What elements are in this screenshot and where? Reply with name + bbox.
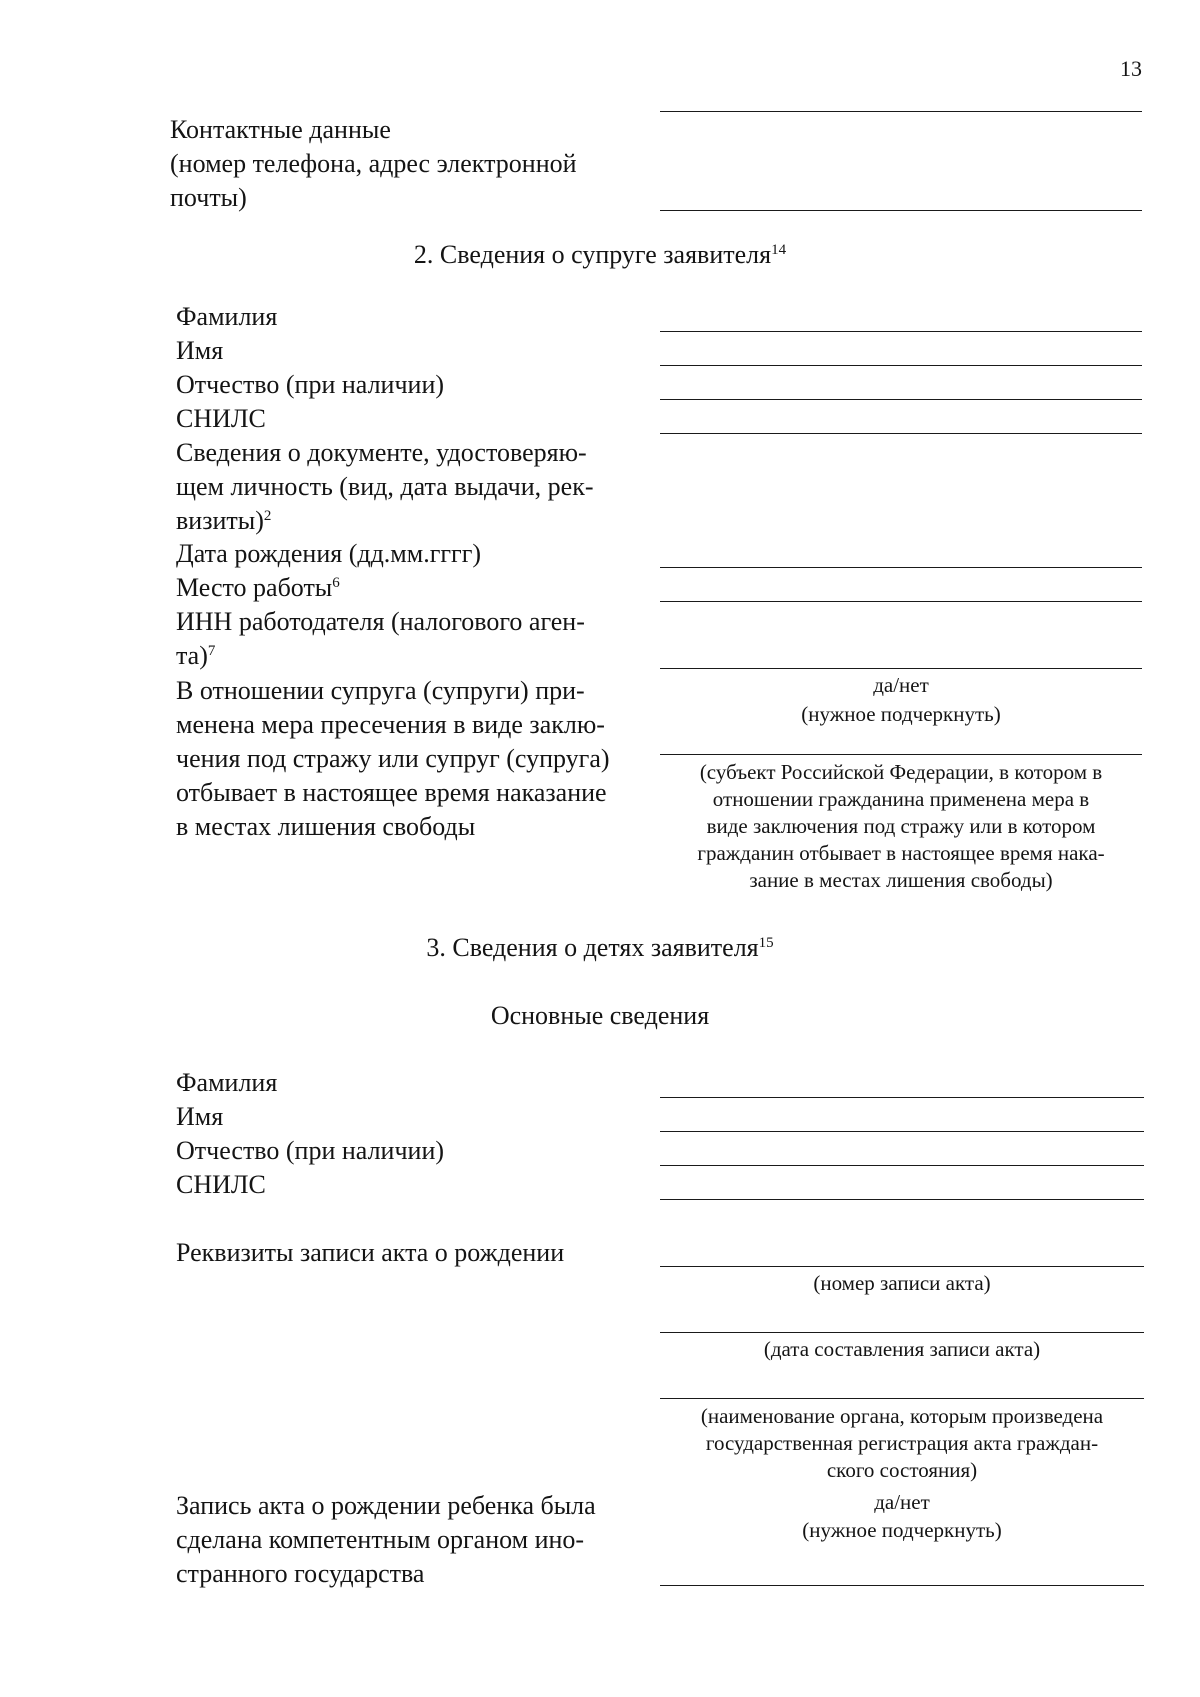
child-foreign-underline-hint: (нужное подчеркнуть)	[802, 1518, 1002, 1542]
child-birth-record-label: Реквизиты записи акта о рождении	[176, 1238, 565, 1267]
spouse-detention-underline-hint: (нужное подчеркнуть)	[801, 702, 1001, 726]
child-snils-field[interactable]	[660, 1199, 1144, 1200]
spouse-region-caption-line: зание в местах лишения свободы)	[749, 868, 1053, 892]
spouse-birth-date-field[interactable]	[660, 567, 1142, 568]
child-patronymic-field[interactable]	[660, 1165, 1144, 1166]
contact-label-line: почты)	[170, 183, 247, 212]
spouse-detention-line: менена мера пресечения в виде заклю-	[176, 710, 605, 739]
contact-label-line: Контактные данные	[170, 115, 391, 144]
child-authority-caption-line: (наименование органа, которым произведена	[700, 1404, 1104, 1428]
spouse-detention-label	[176, 674, 610, 844]
spouse-detention-line: отбывает в настоящее время наказание	[176, 778, 607, 807]
child-authority-caption-line: государственная регистрация акта граждан-	[705, 1431, 1099, 1455]
child-surname-field[interactable]	[660, 1097, 1144, 1098]
spouse-region-caption-line: виде заключения под стражу или в котором	[706, 814, 1096, 838]
spouse-region-caption-line: (субъект Российской Федерации, в котором в	[699, 760, 1103, 784]
child-name-field[interactable]	[660, 1131, 1144, 1132]
spouse-region-caption-line: отношении гражданина применена мера в	[712, 787, 1090, 811]
spouse-snils-field[interactable]	[660, 433, 1142, 434]
spouse-surname-field[interactable]	[660, 331, 1142, 332]
spouse-employer-inn-line: та)$^7$	[176, 641, 216, 670]
spouse-region-caption-line: гражданин отбывает в настоящее время нака-	[697, 841, 1105, 865]
spouse-id-doc-line: Сведения о документе, удостоверяю-	[176, 438, 587, 467]
child-foreign-yes-no[interactable]: да/нет	[874, 1490, 930, 1514]
contact-field-line-1[interactable]	[660, 111, 1142, 112]
child-foreign-record-label	[176, 1489, 596, 1591]
child-foreign-field[interactable]	[660, 1585, 1144, 1586]
section-2-title: 2. Сведения о супруге заявителя$^{14}$	[413, 240, 787, 269]
section-3-subtitle: Основные сведения	[490, 1001, 710, 1030]
child-record-date-caption: (дата составления записи акта)	[763, 1337, 1041, 1361]
contact-field-line-2[interactable]	[660, 210, 1142, 211]
child-record-number-caption: (номер записи акта)	[813, 1271, 991, 1295]
section-3-title: 3. Сведения о детях заявителя$^{15}$	[426, 933, 774, 962]
contact-label	[170, 113, 577, 215]
child-name-label: Имя	[176, 1102, 224, 1131]
spouse-region-field[interactable]	[660, 754, 1142, 755]
spouse-detention-yes-no[interactable]: да/нет	[873, 673, 929, 697]
contact-label-line: (номер телефона, адрес электронной	[170, 149, 577, 178]
spouse-name-label: Имя	[176, 336, 224, 365]
spouse-work-place-label: Место работы$^6$	[176, 573, 340, 602]
child-record-number-field[interactable]	[660, 1266, 1144, 1267]
child-authority-caption	[655, 1403, 1149, 1484]
spouse-employer-inn-label	[176, 605, 585, 673]
child-authority-caption-line: ского состояния)	[826, 1458, 978, 1482]
spouse-name-field[interactable]	[660, 365, 1142, 366]
spouse-detention-line: В отношении супруга (супруги) при-	[176, 676, 585, 705]
spouse-id-doc-line: щем личность (вид, дата выдачи, рек-	[176, 472, 594, 501]
spouse-work-place-field[interactable]	[660, 601, 1142, 602]
child-foreign-record-line: сделана компетентным органом ино-	[176, 1525, 585, 1554]
child-record-date-field[interactable]	[660, 1332, 1144, 1333]
spouse-employer-inn-line: ИНН работодателя (налогового аген-	[176, 607, 585, 636]
spouse-snils-label: СНИЛС	[176, 404, 266, 433]
child-foreign-record-line: Запись акта о рождении ребенка была	[176, 1491, 596, 1520]
child-patronymic-label: Отчество (при наличии)	[176, 1136, 445, 1165]
spouse-detention-line: в местах лишения свободы	[176, 812, 476, 841]
spouse-detention-line: чения под стражу или супруг (супруга)	[176, 744, 610, 773]
spouse-birth-date-label: Дата рождения (дд.мм.гггг)	[176, 539, 482, 568]
child-surname-label: Фамилия	[176, 1068, 278, 1097]
child-snils-label: СНИЛС	[176, 1170, 266, 1199]
spouse-id-doc-label	[176, 436, 594, 538]
spouse-id-doc-line: визиты)$^2$	[176, 506, 272, 535]
child-foreign-record-line: странного государства	[176, 1559, 425, 1588]
spouse-region-caption	[655, 759, 1147, 894]
spouse-patronymic-field[interactable]	[660, 399, 1142, 400]
page-number: 13	[1120, 56, 1142, 81]
child-authority-field[interactable]	[660, 1398, 1144, 1399]
spouse-patronymic-label: Отчество (при наличии)	[176, 370, 445, 399]
spouse-employer-inn-field[interactable]	[660, 668, 1142, 669]
spouse-surname-label: Фамилия	[176, 302, 278, 331]
